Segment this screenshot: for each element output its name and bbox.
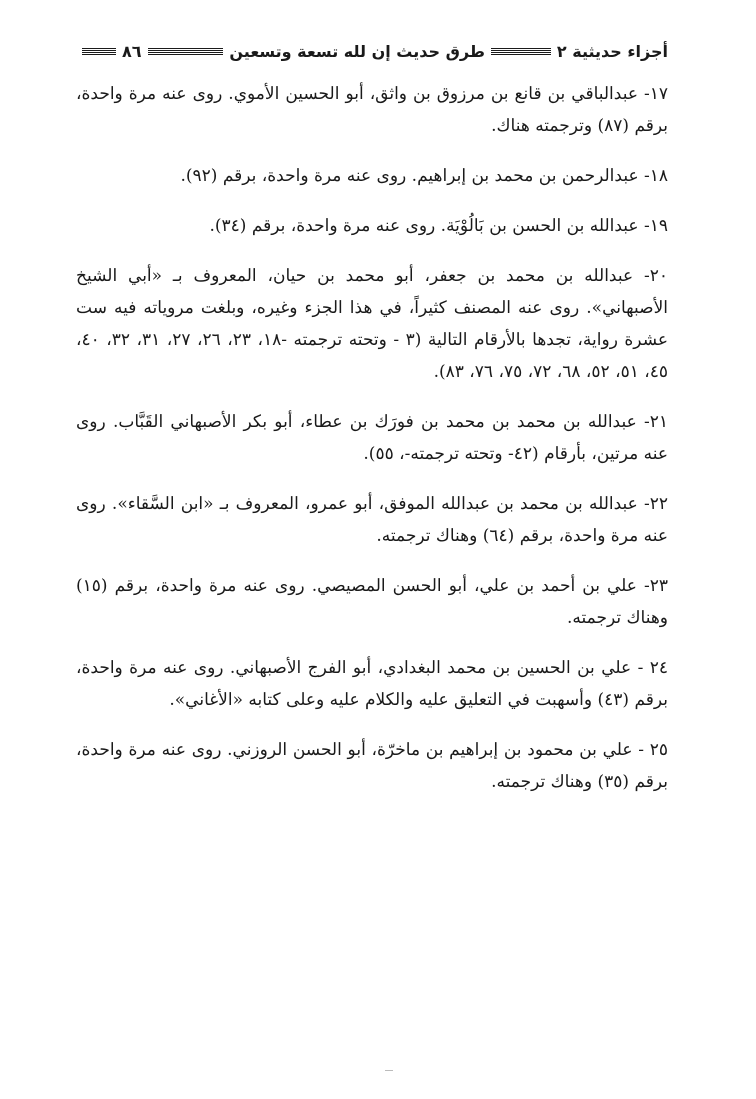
header-rule (82, 48, 116, 55)
entry-text: ١٧- عبدالباقي بن قانع بن مرزوق بن واثق، أبو الحسين الأموي. روى عنه مرة واحدة، برقم (٨٧) وترجمته هناك. (76, 84, 668, 136)
entry-23 (76, 570, 668, 634)
entry-text: ١٨- عبدالرحمن بن محمد بن إبراهيم. روى عنه مرة واحدة، برقم (٩٢). (180, 166, 668, 186)
book-page (76, 36, 668, 816)
entry-list (76, 78, 668, 798)
entry-text: ١٩- عبدالله بن الحسن بن بَالُوْيَة. روى عنه مرة واحدة، برقم (٣٤). (209, 216, 668, 236)
entry-text: ٢٣- علي بن أحمد بن علي، أبو الحسن المصيصي. روى عنه مرة واحدة، برقم (١٥) وهناك ترجمته. (76, 576, 668, 628)
entry-20 (76, 260, 668, 388)
entry-25 (76, 734, 668, 798)
entry-text: ٢٤ - علي بن الحسين بن محمد البغدادي، أبو الفرج الأصبهاني. روى عنه مرة واحدة، برقم (٤٣) وأسهبت في التعليق عليه والكلام عليه وعلى كتابه «الأغاني». (76, 658, 668, 710)
running-header (76, 36, 668, 66)
page-number: ٨٦ (122, 41, 142, 61)
entry-22 (76, 488, 668, 552)
header-rule (148, 48, 224, 55)
entry-17 (76, 78, 668, 142)
header-rule (491, 48, 551, 55)
entry-text: ٢٢- عبدالله بن محمد بن عبدالله الموفق، أبو عمرو، المعروف بـ «ابن السَّقاء». روى عنه مرة واحدة، برقم (٦٤) وهناك ترجمته. (76, 494, 668, 546)
entry-18 (76, 160, 668, 192)
entry-24 (76, 652, 668, 716)
book-title: طرق حديث إن لله تسعة وتسعين (229, 41, 485, 61)
series-title: أجزاء حديثية ٢ (556, 41, 668, 61)
entry-19 (76, 210, 668, 242)
entry-21 (76, 406, 668, 470)
entry-text: ٢٥ - علي بن محمود بن إبراهيم بن ماخرّة، أبو الحسن الروزني. روى عنه مرة واحدة، برقم (٣٥) وهناك ترجمته. (76, 740, 668, 792)
entry-text: ٢٠- عبدالله بن محمد بن جعفر، أبو محمد بن حيان، المعروف بـ «أبي الشيخ الأصبهاني». روى عنه المصنف كثيراً، في هذا الجزء وغيره، وبلغت مروياته فيه ست عشرة رواية، تجدها بالأرقام التالية (٣ - وتحته ترجمته -١٨، ٢٣، ٢٦، ٢٧، ٣١، ٣٢، ٤٠، ٤٥، ٥١، ٥٢، ٦٨، ٧٢، ٧٥، ٧٦، ٨٣). (76, 266, 668, 382)
page-footer-mark (385, 1070, 393, 1071)
entry-text: ٢١- عبدالله بن محمد بن محمد بن فورَك بن عطاء، أبو بكر الأصبهاني القَبَّاب. روى عنه مرتين، بأرقام (٤٢- وتحته ترجمته-، ٥٥). (76, 412, 668, 464)
